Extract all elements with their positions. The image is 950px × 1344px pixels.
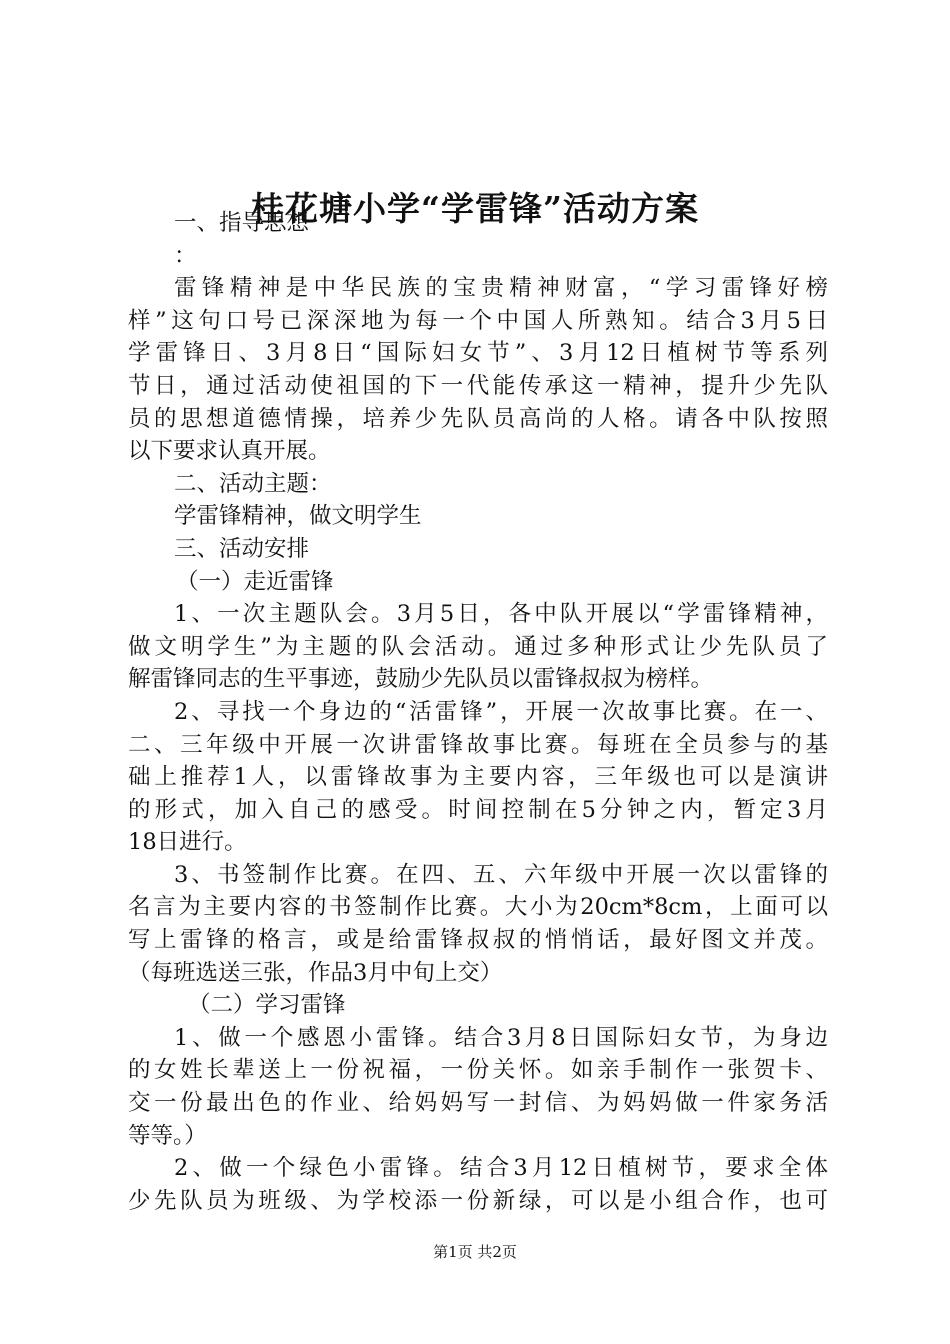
section-heading: 一、指导思想 <box>174 210 310 236</box>
section-heading: 二、活动主题： <box>174 470 332 497</box>
paragraph-line: 学雷锋日、3月8日“国际妇女节”、3月12日植树节等系列 <box>128 340 828 367</box>
paragraph-line: 等等。） <box>128 1122 207 1149</box>
section-heading: 三、活动安排 <box>174 535 310 562</box>
paragraph-line: 2、做一个绿色小雷锋。结合3月12日植树节，要求全体 <box>174 1155 828 1182</box>
paragraph-line: 2、寻找一个身边的“活雷锋”，开展一次故事比赛。在一、 <box>174 698 828 725</box>
paragraph-line: 二、三年级中开展一次讲雷锋故事比赛。每班在全员参与的基 <box>128 731 828 758</box>
text-line: ： <box>174 242 197 269</box>
paragraph-line: 节日，通过活动使祖国的下一代能传承这一精神，提升少先队 <box>128 372 828 399</box>
paragraph-line: 名言为主要内容的书签制作比赛。大小为20cm*8cm，上面可以 <box>128 894 828 921</box>
paragraph-line: 1、做一个感恩小雷锋。结合3月8日国际妇女节，为身边 <box>174 1024 828 1051</box>
paragraph-line: 18日进行。 <box>128 829 247 856</box>
paragraph-line: 以下要求认真开展。 <box>128 438 331 465</box>
subsection-heading: （一）走近雷锋 <box>176 568 334 595</box>
subsection-heading: （二）学习雷锋 <box>188 992 346 1019</box>
paragraph-line: 雷锋精神是中华民族的宝贵精神财富，“学习雷锋好榜 <box>174 275 828 302</box>
paragraph-line: 写上雷锋的格言，或是给雷锋叔叔的悄悄话，最好图文并茂。 <box>128 927 828 954</box>
document-title: 桂花塘小学“学雷锋”活动方案 <box>251 189 699 228</box>
document-body <box>128 207 828 1217</box>
paragraph-line: 样”这句口号已深深地为每一个中国人所熟知。结合3月5日 <box>128 307 828 334</box>
paragraph-line: 的女姓长辈送上一份祝福，一份关怀。如亲手制作一张贺卡、 <box>128 1057 828 1084</box>
paragraph-line: 交一份最出色的作业、给妈妈写一封信、为妈妈做一件家务活 <box>128 1090 828 1117</box>
paragraph-line: 的形式，加入自己的感受。时间控制在5分钟之内，暂定3月 <box>128 796 828 823</box>
paragraph-line: 1、一次主题队会。3月5日，各中队开展以“学雷锋精神， <box>174 601 828 628</box>
page-number-footer: 第1页 共2页 <box>433 1243 517 1261</box>
paragraph-line: 础上推荐1人，以雷锋故事为主要内容，三年级也可以是演讲 <box>128 764 828 791</box>
paragraph-line: 解雷锋同志的生平事迹，鼓励少先队员以雷锋叔叔为榜样。 <box>128 666 714 693</box>
paragraph-line: 3、书签制作比赛。在四、五、六年级中开展一次以雷锋的 <box>174 861 828 888</box>
paragraph-line: 做文明学生”为主题的队会活动。通过多种形式让少先队员了 <box>128 633 828 660</box>
theme-text: 学雷锋精神，做文明学生 <box>174 503 422 530</box>
paragraph-line: （每班选送三张，作品3月中旬上交） <box>128 959 503 986</box>
paragraph-line: 少先队员为班级、为学校添一份新绿，可以是小组合作，也可 <box>128 1187 828 1214</box>
paragraph-line: 员的思想道德情操，培养少先队员高尚的人格。请各中队按照 <box>128 405 828 432</box>
